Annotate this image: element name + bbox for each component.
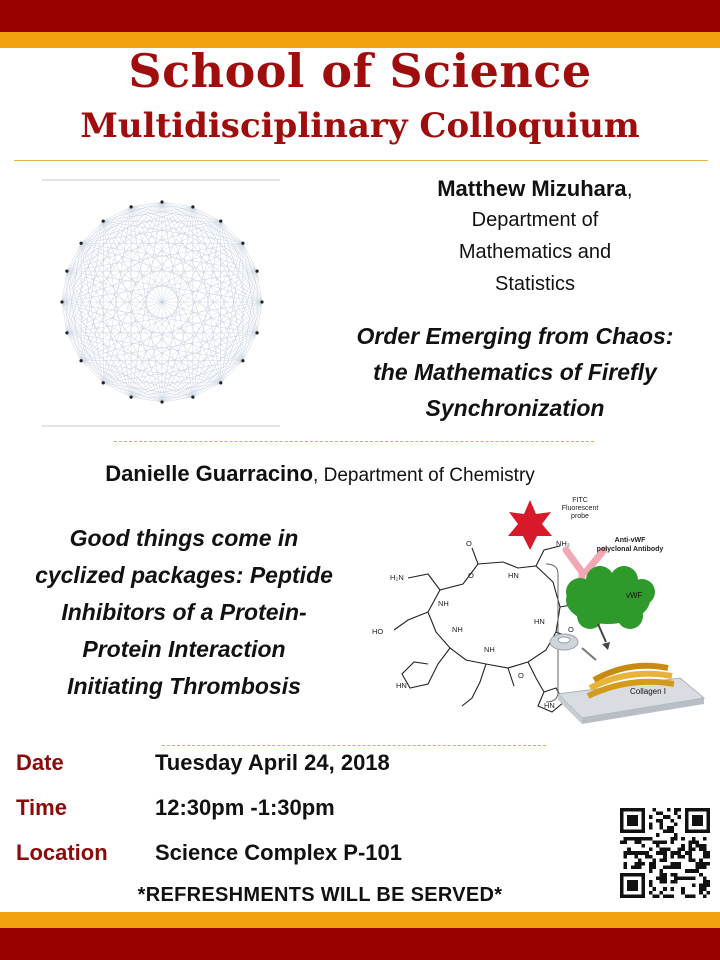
speaker1-block: [370, 176, 700, 300]
talk1-title-line: Synchronization: [425, 395, 605, 421]
collagen-label: Collagen I: [630, 687, 667, 696]
network-node: [79, 242, 82, 245]
title-school-of-science: School of Science: [128, 44, 592, 98]
chem-label: HN: [396, 681, 407, 690]
chem-label: NH: [484, 645, 495, 654]
refreshments-notice: *REFRESHMENTS WILL BE SERVED*: [137, 884, 503, 906]
section-divider-2: [162, 745, 546, 746]
time-value: 12:30pm -1:30pm: [155, 795, 335, 820]
vwf-label: vWF: [626, 591, 643, 600]
section-divider-1: [114, 441, 594, 442]
chem-label: HN: [534, 617, 545, 626]
talk2-title-line: Inhibitors of a Protein-: [61, 599, 307, 625]
bottom-orange-band: [0, 912, 720, 928]
network-node: [256, 269, 259, 272]
chem-label: HN: [508, 571, 519, 580]
date-label: Date: [16, 750, 64, 775]
probe-label: probe: [571, 513, 589, 520]
network-node: [102, 381, 105, 384]
network-node: [219, 219, 222, 222]
talk2-title-line: cyclized packages: Peptide: [35, 562, 333, 588]
network-node: [129, 396, 132, 399]
network-node: [241, 242, 244, 245]
talk2-title-line: Initiating Thrombosis: [67, 673, 301, 699]
speaker1-name: Matthew Mizuhara: [437, 176, 627, 201]
network-node: [60, 300, 63, 303]
chem-label: HN: [544, 701, 555, 710]
network-node: [191, 205, 194, 208]
chem-label: H₂N: [390, 573, 404, 582]
chem-label: O: [468, 571, 474, 580]
speaker1-department-line: Department of: [471, 209, 599, 231]
chem-label: NH: [452, 625, 463, 634]
bottom-red-band: [0, 928, 720, 960]
speaker1-department: [370, 204, 700, 300]
antibody-label: polyclonal Antibody: [596, 546, 664, 553]
chem-label: O: [518, 671, 524, 680]
probe-label: FITC: [572, 497, 588, 504]
network-node: [65, 269, 68, 272]
speaker1-department-line: Mathematics and: [458, 241, 612, 263]
talk1-title-line: the Mathematics of Firefly: [373, 359, 657, 385]
antibody-label: Anti-vWF: [614, 537, 646, 544]
speaker2-block: [0, 461, 640, 487]
speaker2-department: , Department of Chemistry: [313, 465, 535, 486]
chem-label: NH: [438, 599, 449, 608]
network-graph-image: [42, 178, 282, 428]
location-label: Location: [16, 840, 108, 865]
talk1-title-line: Order Emerging from Chaos:: [356, 323, 674, 349]
chem-label: HO: [372, 627, 384, 636]
network-node: [129, 205, 132, 208]
speaker2-name: Danielle Guarracino: [105, 461, 314, 486]
top-red-band: [0, 0, 720, 32]
network-node: [79, 359, 82, 362]
speaker1-name-comma: ,: [626, 176, 633, 201]
network-node: [256, 331, 259, 334]
peptide-disc-icon: [550, 634, 578, 650]
date-value: Tuesday April 24, 2018: [155, 750, 390, 775]
title-divider: [14, 160, 708, 161]
network-node: [102, 219, 105, 222]
chem-label: O: [466, 539, 472, 548]
network-node: [260, 300, 263, 303]
network-node: [219, 381, 222, 384]
talk1-title: [312, 318, 718, 426]
cyclic-peptide-structure: [394, 546, 582, 712]
fitc-probe-star-icon: [508, 500, 552, 550]
location-value: Science Complex P-101: [155, 840, 403, 865]
peptide-thrombosis-figure: [368, 492, 708, 732]
network-node: [160, 200, 163, 203]
talk2-title-line: Protein Interaction: [82, 636, 286, 662]
probe-label: Fluorescent: [561, 505, 599, 512]
talk2-title: [14, 520, 354, 705]
speaker1-department-line: Statistics: [494, 273, 576, 295]
network-node: [191, 396, 194, 399]
talk2-title-line: Good things come in: [69, 525, 299, 551]
title-colloquium: Multidisciplinary Colloquium: [80, 106, 640, 146]
chem-label: NH₂: [556, 539, 570, 548]
network-node: [65, 331, 68, 334]
network-node: [160, 400, 163, 403]
chem-label: O: [568, 625, 574, 634]
network-node: [241, 359, 244, 362]
time-label: Time: [16, 795, 67, 820]
